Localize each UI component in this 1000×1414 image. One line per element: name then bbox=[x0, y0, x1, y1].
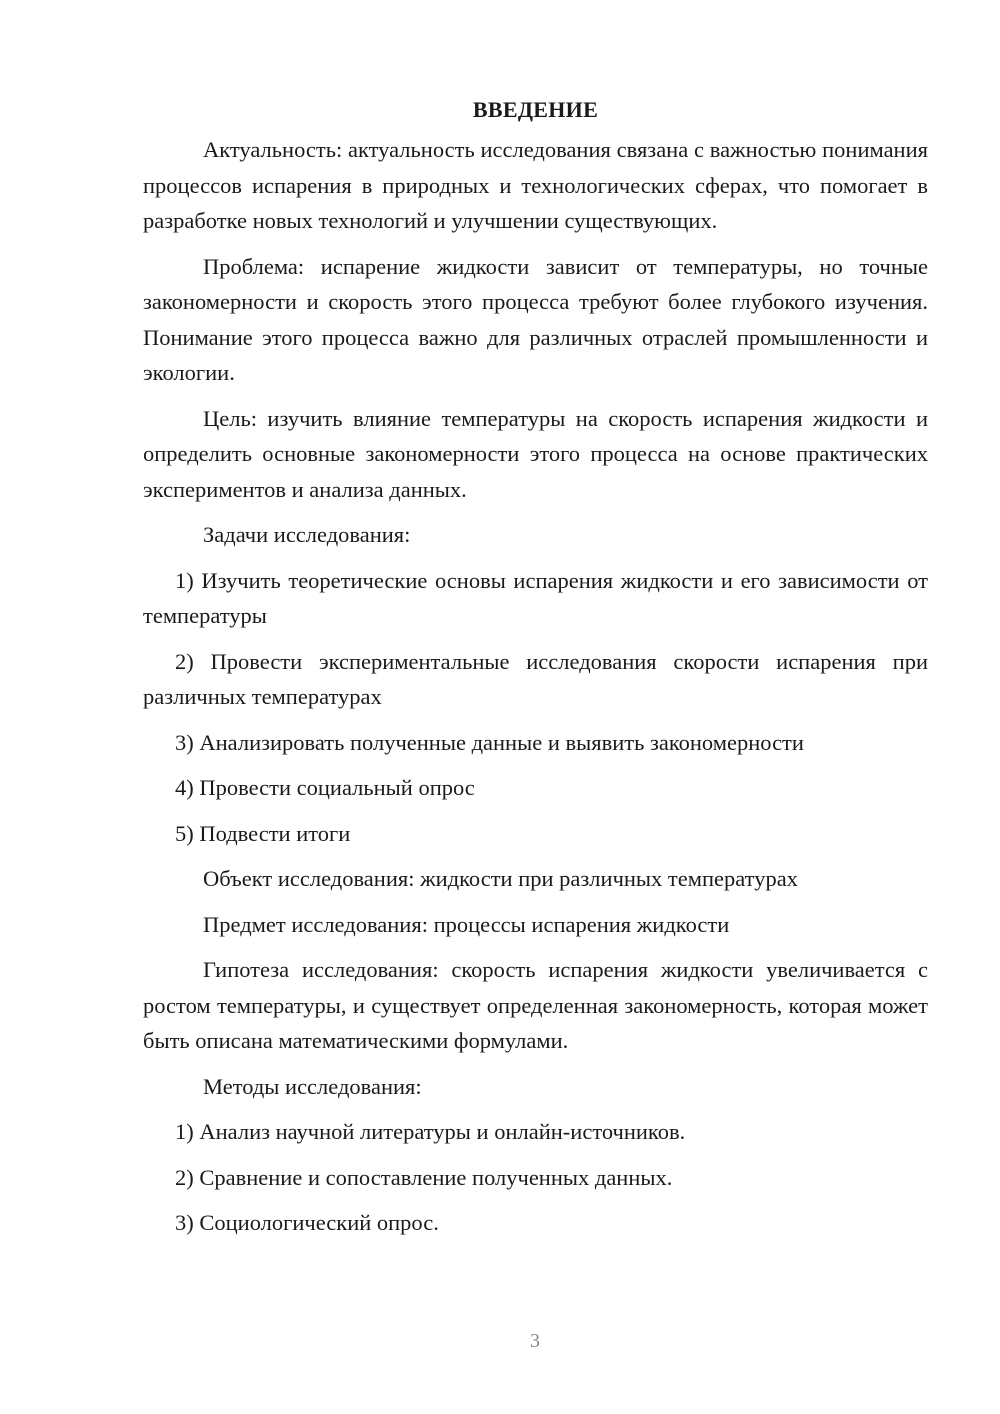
methods-heading: Методы исследования: bbox=[203, 1073, 422, 1099]
relevance-paragraph: Актуальность: актуальность исследования связана с важностью понимания процессов испарения в природных и технологических сферах, что помогает в разработке новых технологий и улучшении существующих. bbox=[143, 137, 928, 233]
task-item: 3) Анализировать полученные данные и выявить закономерности bbox=[175, 729, 804, 755]
tasks-heading: Задачи исследования: bbox=[203, 522, 411, 547]
object-paragraph: Объект исследования: жидкости при различных температурах bbox=[203, 866, 798, 891]
task-item: 5) Подвести итоги bbox=[175, 820, 351, 846]
method-item: 1) Анализ научной литературы и онлайн-источников. bbox=[175, 1119, 686, 1144]
method-item: 2) Сравнение и сопоставление полученных данных. bbox=[175, 1164, 673, 1190]
goal-paragraph: Цель: изучить влияние температуры на скорость испарения жидкости и определить основные закономерности этого процесса на основе практических экспериментов и анализа данных. bbox=[143, 405, 928, 502]
subject-paragraph: Предмет исследования: процессы испарения жидкости bbox=[203, 911, 730, 937]
hypothesis-paragraph: Гипотеза исследования: скорость испарения жидкости увеличивается с ростом температуры, и существует определенная закономерность, которая может быть описана математическими формулами. bbox=[143, 957, 928, 1053]
document-page bbox=[143, 92, 928, 1251]
task-item: 1) Изучить теоретические основы испарения жидкости и его зависимости от температуры bbox=[143, 567, 928, 628]
page-title: ВВЕДЕНИЕ bbox=[472, 97, 599, 122]
method-item: 3) Социологический опрос. bbox=[175, 1210, 439, 1235]
task-item: 4) Провести социальный опрос bbox=[175, 775, 475, 800]
page-number: 3 bbox=[530, 1330, 540, 1352]
problem-paragraph: Проблема: испарение жидкости зависит от температуры, но точные закономерности и скорость этого процесса требуют более глубокого изучения. Понимание этого процесса важно для различных отраслей промышленности и экологии. bbox=[143, 253, 928, 385]
task-item: 2) Провести экспериментальные исследования скорости испарения при различных температурах bbox=[143, 648, 928, 709]
